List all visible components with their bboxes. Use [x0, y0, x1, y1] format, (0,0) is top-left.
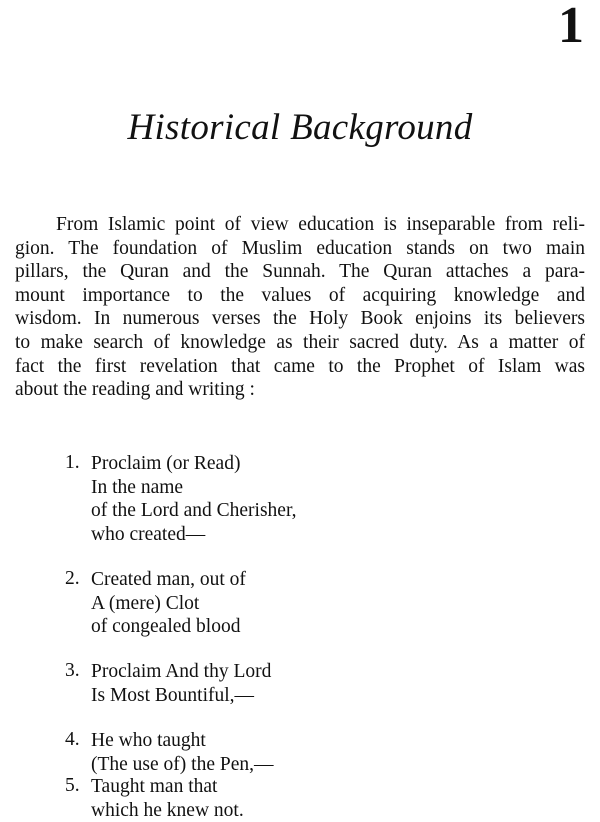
verse-number: 5.: [65, 775, 80, 796]
verse-line: Taught man that: [91, 776, 218, 797]
verse-line: of congealed blood: [91, 616, 241, 638]
verse-number: 3.: [65, 660, 80, 681]
verse-number: 2.: [65, 568, 80, 589]
paragraph-line: about the reading and writing :: [15, 379, 255, 401]
verse-line: who created—: [91, 523, 206, 545]
chapter-number: 1: [558, 0, 584, 54]
paragraph-line: mount importance to the values of acquiring knowledge and: [15, 284, 585, 306]
paragraph-line: fact the first revelation that came to the Prophet of Islam was: [15, 355, 585, 377]
verse-number: 1.: [65, 452, 80, 473]
verse-line: He who taught: [91, 730, 206, 751]
paragraph-line: From Islamic point of view education is inseparable from reli-: [56, 214, 585, 235]
paragraph-line: wisdom. In numerous verses the Holy Book enjoins its believers: [15, 308, 585, 330]
intro-paragraph: [15, 213, 585, 402]
chapter-title: Historical Background: [127, 107, 473, 148]
verse-line: Proclaim And thy Lord: [91, 661, 272, 682]
verse-line: (The use of) the Pen,—: [91, 753, 274, 775]
paragraph-line: to make search of knowledge as their sacred duty. As a matter of: [15, 331, 585, 353]
paragraph-line: gion. The foundation of Muslim education stands on two main: [15, 237, 585, 259]
verse-line: A (mere) Clot: [91, 592, 200, 614]
verse-line: which he knew not.: [91, 799, 244, 821]
verse-line: of the Lord and Cherisher,: [91, 500, 297, 522]
verse-line: Created man, out of: [91, 569, 246, 590]
verse-line: Proclaim (or Read): [91, 453, 241, 474]
verse-number: 4.: [65, 729, 80, 750]
verse-line: In the name: [91, 476, 184, 498]
verse-line: Is Most Bountiful,—: [91, 684, 255, 706]
paragraph-line: pillars, the Quran and the Sunnah. The Quran attaches a para-: [15, 261, 585, 283]
